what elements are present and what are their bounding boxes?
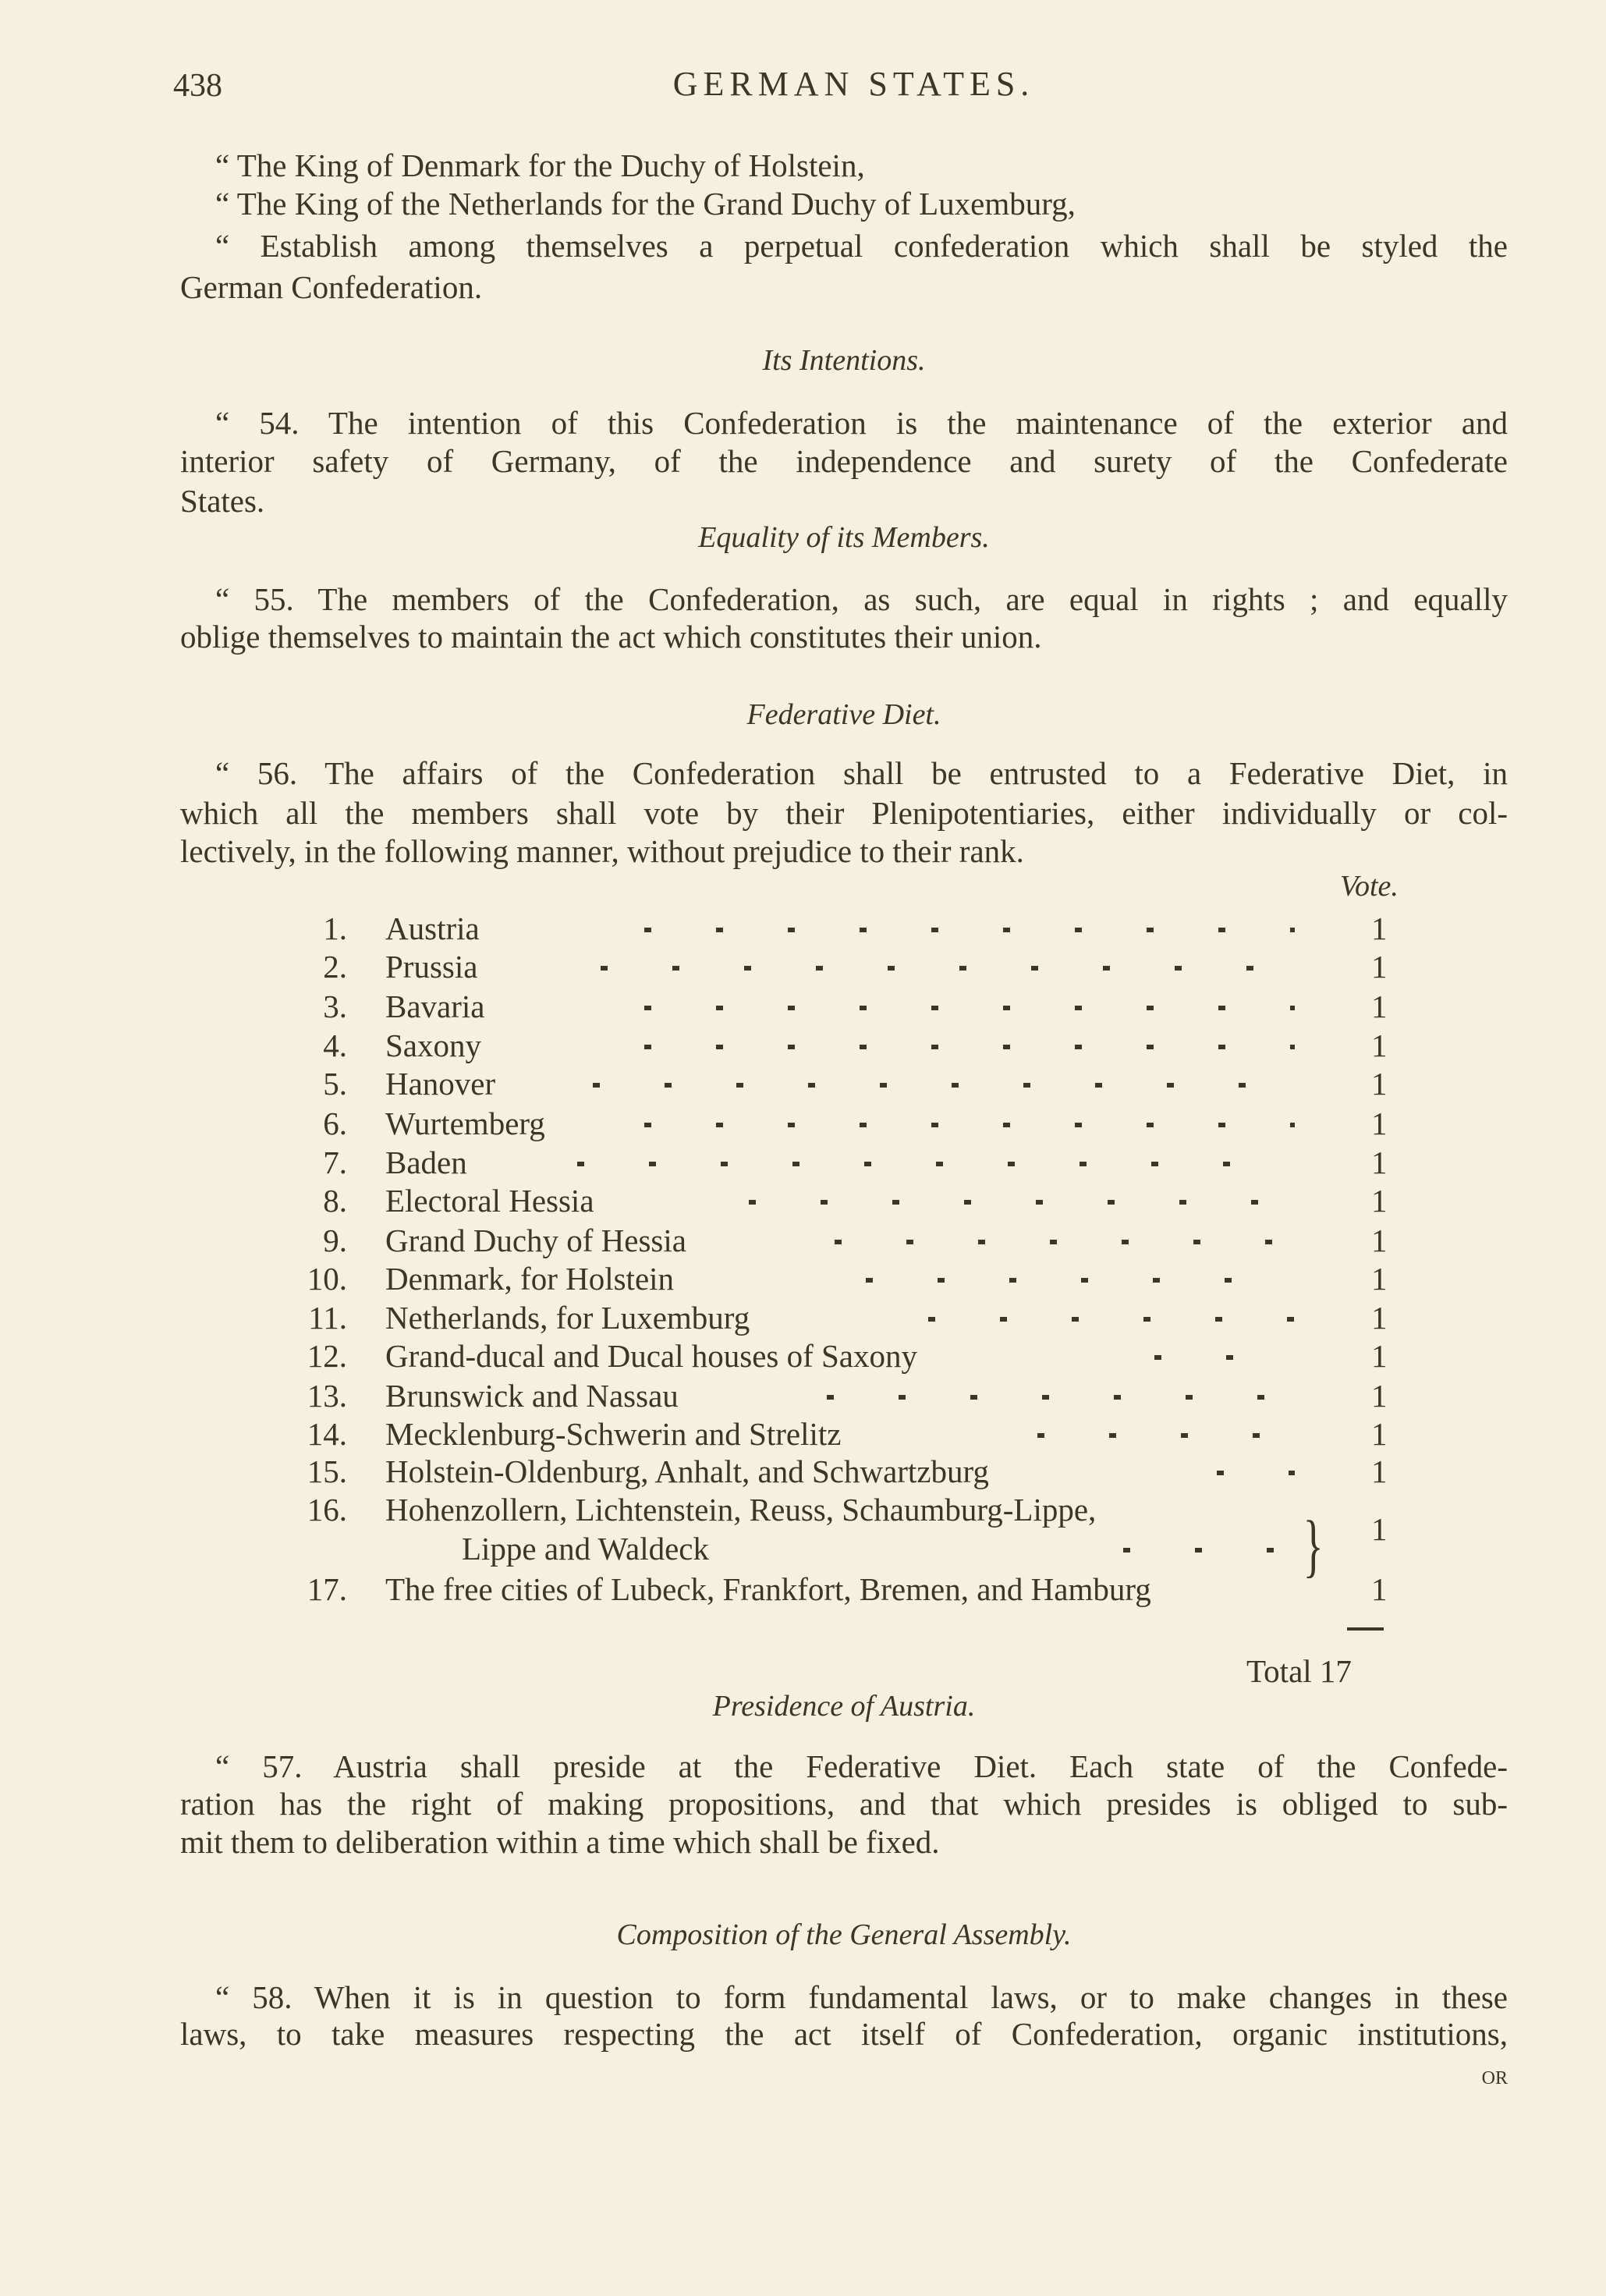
state-name: Netherlands, for Luxemburg xyxy=(385,1300,750,1336)
vote-count: 1 xyxy=(1371,1338,1388,1374)
state-name: Saxony xyxy=(385,1027,481,1063)
vote-row xyxy=(0,1104,1606,1143)
dot-leader xyxy=(1037,1433,1295,1438)
state-name: Denmark, for Holstein xyxy=(385,1261,675,1297)
dot-leader xyxy=(835,1240,1295,1244)
vote-count: 1 xyxy=(1371,1571,1388,1607)
state-name: Hohenzollern, Lichtenstein, Reuss, Schaumburg-Lippe, xyxy=(385,1492,1097,1528)
dot-leader xyxy=(644,1123,1295,1127)
row-number: 7. xyxy=(323,1144,347,1180)
state-name-continued: Lippe and Waldeck xyxy=(462,1531,709,1567)
state-name: Brunswick and Nassau xyxy=(385,1378,679,1414)
state-name: Hanover xyxy=(385,1066,496,1102)
vote-row xyxy=(0,909,1606,948)
paragraph-line: mit them to deliberation within a time which shall be fixed. xyxy=(180,1824,940,1860)
vote-row xyxy=(0,1336,1606,1375)
total-value: 17 xyxy=(1319,1653,1352,1689)
row-number: 16. xyxy=(307,1492,347,1528)
dot-leader xyxy=(827,1395,1295,1400)
dot-leader xyxy=(866,1278,1295,1283)
page-number: 438 xyxy=(173,68,222,104)
state-name: Baden xyxy=(385,1144,467,1180)
dot-leader xyxy=(1123,1548,1295,1553)
row-number: 3. xyxy=(323,988,347,1024)
paragraph-line: oblige themselves to maintain the act which constitutes their union. xyxy=(180,619,1042,655)
dot-leader xyxy=(1154,1355,1295,1360)
paragraph-line: “ 55. The members of the Confederation, as such, are equal in rights ; and equally xyxy=(215,581,1508,617)
paragraph-line: “ 58. When it is in question to form fundamental laws, or to make changes in these xyxy=(215,1979,1508,2015)
dot-leader xyxy=(593,1083,1295,1088)
row-number: 5. xyxy=(323,1066,347,1102)
vote-count: 1 xyxy=(1371,910,1388,946)
vote-count: 1 xyxy=(1371,1511,1388,1547)
intro-line: “ The King of the Netherlands for the Grand Duchy of Luxemburg, xyxy=(215,186,1076,222)
section-heading: Federative Diet. xyxy=(746,698,941,731)
vote-count: 1 xyxy=(1371,1066,1388,1102)
row-number: 10. xyxy=(307,1261,347,1297)
vote-count: 1 xyxy=(1371,1183,1388,1219)
state-name: Holstein-Oldenburg, Anhalt, and Schwartzburg xyxy=(385,1453,989,1489)
row-number: 14. xyxy=(307,1416,347,1452)
vote-row xyxy=(0,987,1606,1026)
section-heading: Composition of the General Assembly. xyxy=(616,1918,1072,1951)
vote-column-header: Vote. xyxy=(1340,870,1399,903)
vote-count: 1 xyxy=(1371,1300,1388,1336)
vote-row xyxy=(0,1064,1606,1103)
dot-leader xyxy=(577,1162,1295,1166)
vote-row xyxy=(0,1181,1606,1220)
row-number: 2. xyxy=(323,949,347,985)
state-name: Austria xyxy=(385,910,480,946)
state-name: Prussia xyxy=(385,949,478,985)
paragraph-line: ration has the right of making propositions, and that which presides is obliged to sub- xyxy=(180,1786,1508,1822)
section-heading: Equality of its Members. xyxy=(698,521,990,554)
dot-leader xyxy=(601,966,1295,971)
vote-count: 1 xyxy=(1371,1261,1388,1297)
brace-icon: } xyxy=(1303,1507,1324,1584)
intro-line: “ The King of Denmark for the Duchy of Holstein, xyxy=(215,147,865,183)
paragraph-line: interior safety of Germany, of the independence and surety of the Confederate xyxy=(180,443,1508,479)
state-name: Mecklenburg-Schwerin and Strelitz xyxy=(385,1416,842,1452)
vote-row xyxy=(0,1298,1606,1337)
vote-count: 1 xyxy=(1371,1453,1388,1489)
paragraph-line: which all the members shall vote by their Plenipotentiaries, either individually or col- xyxy=(180,795,1508,831)
dot-leader xyxy=(928,1317,1295,1322)
paragraph-line: “ 56. The affairs of the Confederation shall be entrusted to a Federative Diet, in xyxy=(215,755,1508,791)
dot-leader xyxy=(644,1045,1295,1049)
vote-count: 1 xyxy=(1371,1027,1388,1063)
paragraph-line: “ 54. The intention of this Confederation is the maintenance of the exterior and xyxy=(215,405,1508,441)
running-title: GERMAN STATES. xyxy=(672,65,1035,103)
state-name: Bavaria xyxy=(385,988,485,1024)
vote-count: 1 xyxy=(1371,1105,1388,1141)
vote-row xyxy=(0,1221,1606,1260)
state-name: Electoral Hessia xyxy=(385,1183,594,1219)
row-number: 15. xyxy=(307,1453,347,1489)
state-name: The free cities of Lubeck, Frankfort, Bremen, and Hamburg xyxy=(385,1571,1151,1607)
row-number: 4. xyxy=(323,1027,347,1063)
dot-leader xyxy=(749,1200,1295,1205)
row-number: 11. xyxy=(308,1300,347,1336)
total-rule xyxy=(1347,1627,1384,1631)
row-number: 1. xyxy=(323,910,347,946)
vote-row xyxy=(0,1570,1606,1609)
vote-row xyxy=(0,1026,1606,1065)
paragraph-line: States. xyxy=(180,483,265,519)
intro-line: German Confederation. xyxy=(180,269,483,305)
section-heading: Presidence of Austria. xyxy=(712,1690,976,1723)
vote-row xyxy=(0,947,1606,986)
vote-row xyxy=(0,1490,1606,1567)
section-heading: Its Intentions. xyxy=(762,344,926,377)
paragraph-line: lectively, in the following manner, without prejudice to their rank. xyxy=(180,833,1024,869)
vote-row xyxy=(0,1452,1606,1491)
catchword: or xyxy=(1481,2061,1508,2090)
vote-count: 1 xyxy=(1371,988,1388,1024)
vote-count: 1 xyxy=(1371,1416,1388,1452)
dot-leader xyxy=(644,1006,1295,1010)
row-number: 6. xyxy=(323,1105,347,1141)
total xyxy=(1246,1652,1352,1691)
row-number: 8. xyxy=(323,1183,347,1219)
state-name: Grand Duchy of Hessia xyxy=(385,1223,686,1258)
paragraph-line: “ 57. Austria shall preside at the Federative Diet. Each state of the Confede- xyxy=(215,1748,1508,1784)
row-number: 17. xyxy=(307,1571,347,1607)
state-name: Wurtemberg xyxy=(385,1105,545,1141)
state-name: Grand-ducal and Ducal houses of Saxony xyxy=(385,1338,918,1374)
dot-leader xyxy=(1217,1471,1295,1475)
vote-row xyxy=(0,1376,1606,1415)
row-number: 9. xyxy=(323,1223,347,1258)
vote-row xyxy=(0,1259,1606,1298)
vote-row xyxy=(0,1143,1606,1182)
dot-leader xyxy=(644,928,1295,932)
paragraph-line: laws, to take measures respecting the act itself of Confederation, organic institutions, xyxy=(180,2016,1508,2052)
vote-row xyxy=(0,1414,1606,1453)
vote-count: 1 xyxy=(1371,1378,1388,1414)
vote-count: 1 xyxy=(1371,1144,1388,1180)
intro-line: “ Establish among themselves a perpetual confederation which shall be styled the xyxy=(215,228,1508,264)
row-number: 13. xyxy=(307,1378,347,1414)
total-label: Total xyxy=(1246,1653,1312,1689)
vote-count: 1 xyxy=(1371,1223,1388,1258)
row-number: 12. xyxy=(307,1338,347,1374)
vote-count: 1 xyxy=(1371,949,1388,985)
